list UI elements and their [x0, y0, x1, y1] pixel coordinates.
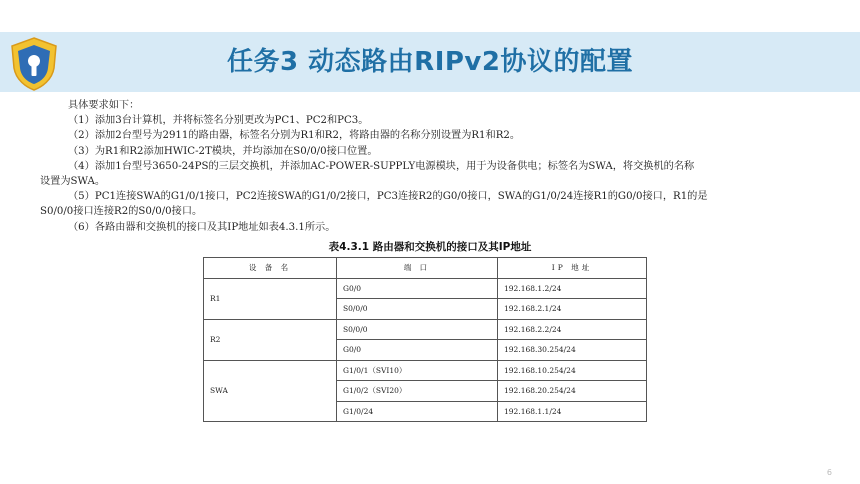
interface-ip-table [203, 257, 647, 422]
requirements-text [40, 98, 820, 235]
column-header: 端 口 [337, 258, 498, 279]
table-caption: 表4.3.1 路由器和交换机的接口及其IP地址 [328, 241, 532, 253]
page-number: 6 [826, 468, 832, 477]
table-row [204, 360, 647, 381]
device-cell: R1 [204, 278, 337, 319]
intro-line: 具体要求如下： [68, 100, 140, 111]
table-row [204, 319, 647, 340]
port-cell: G0/0 [337, 340, 498, 361]
requirement-line: S0/0/0接口连接R2的S0/0/0接口。 [40, 206, 203, 218]
table-header-row [204, 258, 647, 279]
device-cell: R2 [204, 319, 337, 360]
requirement-line: （5）PC1连接SWA的G1/0/1接口，PC2连接SWA的G1/0/2接口，PC3连接R2的G0/0接口，SWA的G1/0/24连接R1的G0/0接口，R1的是 [68, 191, 708, 203]
table-row [204, 278, 647, 299]
requirement-line: （6）各路由器和交换机的接口及其IP地址如表4.3.1所示。 [68, 221, 336, 233]
column-header: IP 地址 [498, 258, 647, 279]
page-title: 任务3 动态路由RIPv2协议的配置 [227, 47, 633, 77]
requirement-line: （4）添加1台型号3650-24PS的三层交换机，并添加AC-POWER-SUPPLY电源模块，用于为设备供电；标签名为SWA，将交换机的名称 [68, 160, 695, 172]
ip-cell: 192.168.30.254/24 [498, 340, 647, 361]
ip-cell: 192.168.10.254/24 [498, 360, 647, 381]
requirement-line: 设置为SWA。 [40, 176, 106, 188]
port-cell: G1/0/24 [337, 401, 498, 422]
requirement-line: （2）添加2台型号为2911的路由器，标签名分别为R1和R2，将路由器的名称分别设置为R1和R2。 [68, 130, 521, 142]
device-cell: SWA [204, 360, 337, 422]
ip-cell: 192.168.1.2/24 [498, 278, 647, 299]
port-cell: S0/0/0 [337, 319, 498, 340]
port-cell: S0/0/0 [337, 299, 498, 320]
requirement-line: （1）添加3台计算机，并将标签名分别更改为PC1、PC2和PC3。 [68, 115, 369, 127]
port-cell: G1/0/2（SVI20） [337, 381, 498, 402]
ip-cell: 192.168.1.1/24 [498, 401, 647, 422]
port-cell: G1/0/1（SVI10） [337, 360, 498, 381]
ip-cell: 192.168.2.2/24 [498, 319, 647, 340]
column-header: 设 备 名 [204, 258, 337, 279]
ip-cell: 192.168.20.254/24 [498, 381, 647, 402]
ip-cell: 192.168.2.1/24 [498, 299, 647, 320]
requirement-line: （3）为R1和R2添加HWIC-2T模块，并均添加在S0/0/0接口位置。 [68, 145, 378, 157]
port-cell: G0/0 [337, 278, 498, 299]
